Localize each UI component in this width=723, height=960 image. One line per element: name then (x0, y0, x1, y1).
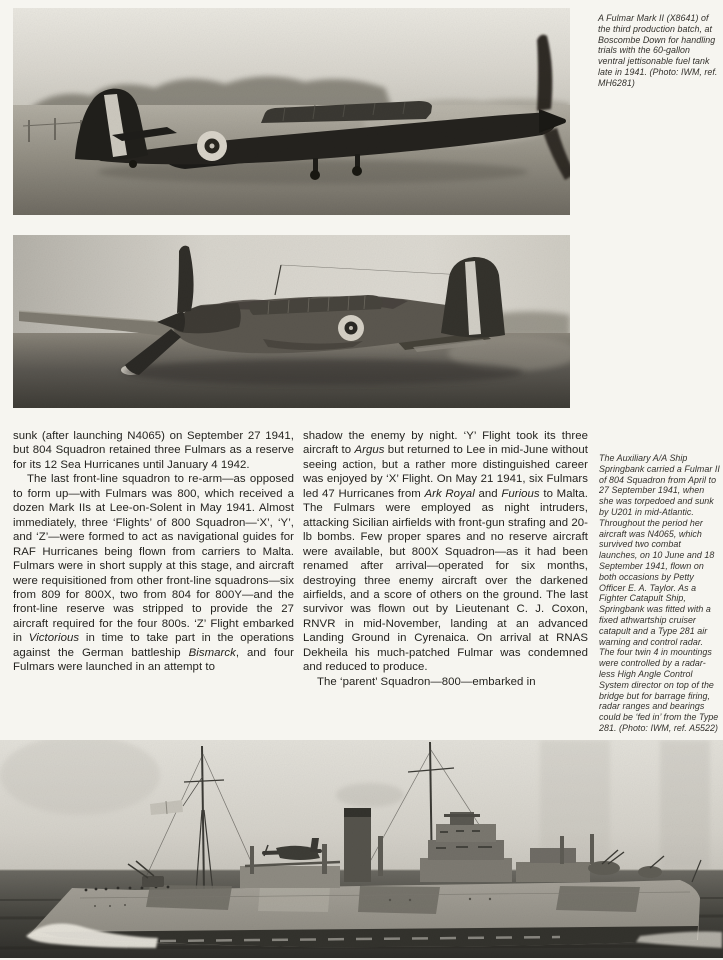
paragraph: The last front-line squadron to re-arm—as opposed to form up—with Fulmars was 800, which received a dozen Mark IIs at Lee-on-Solent in May 1941. Almost immediately, three ‘Flights’ of 800 Squadron—‘X’, ‘Y’, and ‘Z’—were formed to act as navigational guides for RAF Hurricanes being flown from carriers to Malta. Fulmars were in short supply at this stage, and aircraft were requisitioned from other front-line squadrons—six from 809 for 800X, two from 804 for 800Y—and the front-line reserve was stripped to provide the 27 aircraft required for the four 800s. ‘Z’ Flight embarked in Victorious in time to take part in the operations against the German battleship Bismarck, and four Fulmars were launched in an attempt to (13, 473, 295, 674)
springbank-illustration (0, 740, 723, 958)
photo-fulmar-parked (13, 235, 570, 408)
article-column-left (13, 429, 294, 675)
photo-fulmar-handling-trials (13, 8, 570, 215)
caption-springbank: The Auxiliary A/A Ship Springbank carried a Fulmar II of 804 Squadron from April to 27 September 1941, when she was torpedoed and sunk by U201 in mid-Atlantic. Throughout the period her aircraft was N4065, which survived two combat launches, on 10 June and 18 September 1941, flown on both occasions by Petty Officer E. A. Taylor. As a Fighter Catapult Ship, Springbank was fitted with a fixed athwartship cruiser catapult and a Type 281 air warning and control radar. The four twin 4 in mountings were controlled by a radar-less High Angle Control System director on top of the bridge but for barrage firing, radar ranges and bearings could be ‘fed in’ from the Type 281. (Photo: IWM, ref. A5522) (599, 453, 720, 733)
fulmar-parked-illustration (13, 235, 570, 408)
photo-springbank-ship (0, 740, 723, 958)
paragraph: shadow the enemy by night. ‘Y’ Flight took its three aircraft to Argus but returned to Lee in mid-June without seeing action, but a rather more distinguished career was enjoyed by ‘X’ Flight. On May 21 1941, six Fulmars led 47 Hurricanes from Ark Royal and Furious to Malta. The Fulmars were employed as night intruders, attacking Sicilian airfields with front-gun strafing and 20-lb bombs. Few proper spares and no reserve aircraft were available, but 800X Squadron—as it had been renamed after arrival—operated for six months, destroying three enemy aircraft over the darkened airfields, and a score of others on the ground. The last survivor was flown out by Lieutenant C. J. Coxon, RNVR in mid-November, landing at an advanced Landing Ground in Cyrenaica. On arrival at RNAS Dekheila his much-patched Fulmar was condemned and reduced to produce. (303, 430, 588, 674)
article-column-right (303, 429, 588, 689)
paragraph: The ‘parent’ Squadron—800—embarked in (317, 675, 536, 688)
fulmar-trials-illustration (13, 8, 570, 215)
paragraph: sunk (after launching N4065) on September 27 1941, but 804 Squadron retained three Fulmars as a reserve for its 12 Sea Hurricanes until January 4 1942. (13, 430, 294, 471)
caption-fulmar-trials: A Fulmar Mark II (X8641) of the third production batch, at Boscombe Down for handling trials with the 60-gallon ventral jettisonable fuel tank late in 1941. (Photo: IWM, ref. MH6281) (598, 13, 718, 88)
